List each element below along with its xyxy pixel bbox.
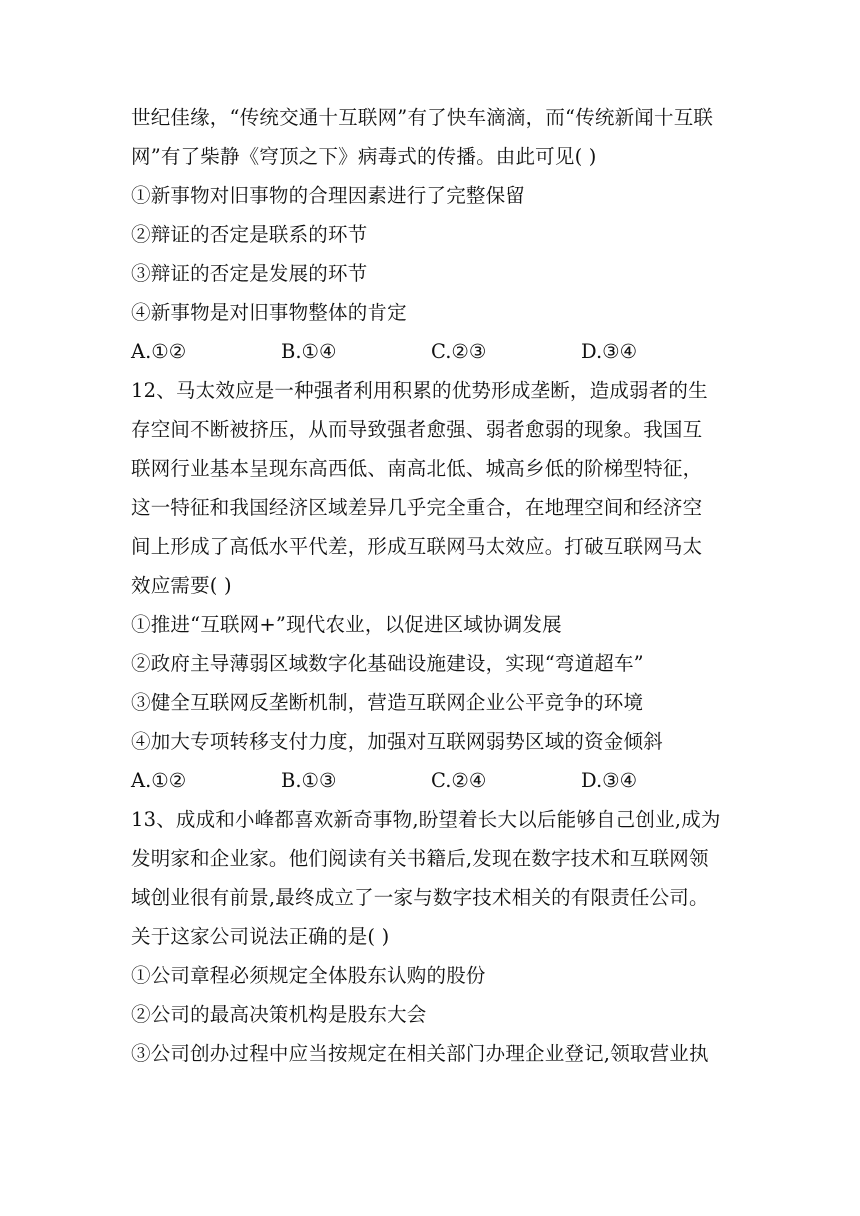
q12-stem-line: 这一特征和我国经济区域差异几乎完全重合，在地理空间和经济空 <box>131 496 703 519</box>
q12-stem-line: 效应需要( ) <box>131 574 232 597</box>
q11-statement-2: ②辩证的否定是联系的环节 <box>131 223 368 246</box>
question-11 <box>131 98 731 371</box>
q13-statement-1: ①公司章程必须规定全体股东认购的股份 <box>131 964 486 987</box>
q12-option-a: A.①② <box>131 769 187 792</box>
q11-options <box>131 332 731 371</box>
q13-stem-line: 域创业很有前景,最终成立了一家与数字技术相关的有限责任公司。 <box>131 886 709 909</box>
q13-stem-line: 13、成成和小峰都喜欢新奇事物,盼望着长大以后能够自己创业,成为 <box>131 808 721 831</box>
q12-statement-2: ②政府主导薄弱区域数字化基础设施建设，实现“弯道超车” <box>131 652 644 675</box>
question-content <box>131 98 731 1073</box>
q12-options <box>131 761 731 800</box>
q11-statement-3: ③辩证的否定是发展的环节 <box>131 262 368 285</box>
q12-option-d: D.③④ <box>581 769 638 792</box>
q13-stem-line: 发明家和企业家。他们阅读有关书籍后,发现在数字技术和互联网领 <box>131 847 709 870</box>
question-12 <box>131 371 731 800</box>
q13-statement-2: ②公司的最高决策机构是股东大会 <box>131 1003 427 1026</box>
q12-option-b: B.①③ <box>281 769 337 792</box>
q11-option-c: C.②③ <box>431 340 487 363</box>
q11-statement-1: ①新事物对旧事物的合理因素进行了完整保留 <box>131 184 526 207</box>
question-13 <box>131 800 731 1073</box>
q12-stem-line: 联网行业基本呈现东高西低、南高北低、城高乡低的阶梯型特征， <box>131 457 703 480</box>
q12-stem-line: 存空间不断被挤压，从而导致强者愈强、弱者愈弱的现象。我国互 <box>131 418 703 441</box>
q12-statement-4: ④加大专项转移支付力度，加强对互联网弱势区域的资金倾斜 <box>131 730 663 753</box>
q11-statement-4: ④新事物是对旧事物整体的肯定 <box>131 301 407 324</box>
q12-stem-line: 12、马太效应是一种强者利用积累的优势形成垄断，造成弱者的生 <box>131 379 708 402</box>
q11-option-a: A.①② <box>131 340 187 363</box>
q11-option-b: B.①④ <box>281 340 337 363</box>
q12-statement-1: ①推进“互联网+”现代农业，以促进区域协调发展 <box>131 613 562 636</box>
q11-stem-line: 网”有了柴静《穹顶之下》病毒式的传播。由此可见( ) <box>131 145 597 168</box>
q12-stem-line: 间上形成了高低水平代差，形成互联网马太效应。打破互联网马太 <box>131 535 703 558</box>
q12-option-c: C.②④ <box>431 769 487 792</box>
q11-stem-line: 世纪佳缘，“传统交通十互联网”有了快车滴滴，而“传统新闻十互联 <box>131 106 714 129</box>
q11-option-d: D.③④ <box>581 340 638 363</box>
q12-statement-3: ③健全互联网反垄断机制，营造互联网企业公平竞争的环境 <box>131 691 644 714</box>
q13-stem-line: 关于这家公司说法正确的是( ) <box>131 925 390 948</box>
q13-statement-3: ③公司创办过程中应当按规定在相关部门办理企业登记,领取营业执 <box>131 1042 709 1065</box>
